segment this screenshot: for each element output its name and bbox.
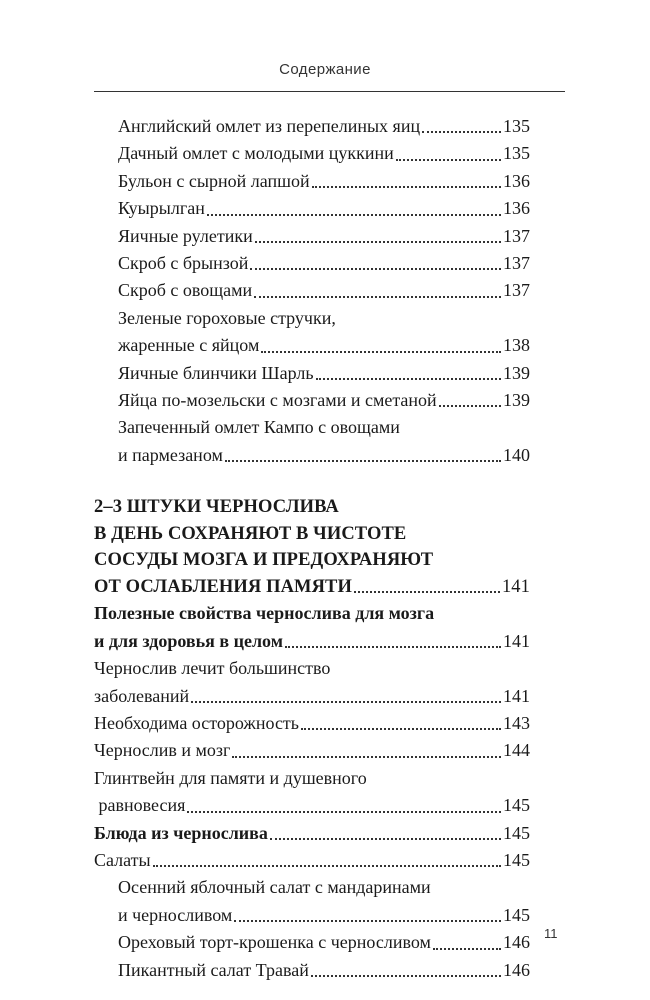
toc-entry[interactable] (94, 277, 530, 304)
page-number: 11 (544, 926, 558, 941)
chapter-heading-line[interactable] (94, 547, 530, 574)
toc-entry[interactable] (94, 655, 530, 682)
toc-entry-title: Блюда из чернослива (94, 822, 268, 843)
toc-entry-title: Куырылган (118, 198, 205, 219)
toc-entry-title: Зеленые гороховые стручки, (118, 307, 336, 328)
toc-entry-title: Запеченный омлет Кампо с овощами (118, 417, 400, 438)
chapter-title: СОСУДЫ МОЗГА И ПРЕДОХРАНЯЮТ (94, 550, 434, 571)
toc-leader (285, 646, 501, 648)
toc-entry-page: 145 (503, 822, 530, 843)
toc-entry[interactable] (94, 902, 530, 929)
toc-entry[interactable] (94, 332, 530, 359)
toc-entry-page: 138 (503, 335, 530, 356)
toc-leader (191, 701, 501, 703)
toc-entry-title: Необходима осторожность (94, 713, 300, 734)
toc-leader (207, 214, 501, 216)
toc-entry-page: 141 (503, 630, 530, 651)
toc-entry-title-cont: жаренные с яйцом (118, 335, 260, 356)
toc-entry-page: 145 (503, 795, 530, 816)
running-header: Содержание (279, 61, 371, 78)
toc-entry-page: 141 (501, 576, 530, 597)
toc-entry-title-cont: и для здоровья в целом (94, 630, 283, 651)
toc-entry[interactable] (94, 223, 530, 250)
toc-entry-page: 135 (503, 116, 530, 136)
toc-leader (433, 948, 501, 950)
toc-entry-title: Глинтвейн для памяти и душевного (94, 767, 367, 788)
table-of-contents (94, 113, 530, 984)
toc-leader (354, 591, 500, 593)
toc-entry-page: 141 (503, 685, 530, 706)
toc-entry[interactable] (94, 792, 530, 819)
section-gap (94, 469, 530, 494)
toc-leader (254, 296, 501, 298)
toc-entry-page: 140 (503, 444, 530, 465)
toc-entry-title: Чернослив лечит большинство (94, 658, 331, 679)
toc-leader (422, 131, 501, 133)
toc-entry[interactable] (94, 387, 530, 414)
toc-entry-title-cont: равновесия (94, 795, 186, 816)
toc-leader (396, 159, 501, 161)
toc-entry-page: 135 (503, 143, 530, 164)
toc-leader (255, 241, 501, 243)
toc-entry[interactable] (94, 600, 530, 627)
toc-entry[interactable] (94, 628, 530, 655)
toc-entry[interactable] (94, 874, 530, 901)
toc-entry-page: 136 (503, 170, 530, 191)
toc-entry-page: 139 (503, 362, 530, 383)
toc-entry[interactable] (94, 710, 530, 737)
toc-entry-page: 136 (503, 198, 530, 219)
toc-entry-title: Салаты (94, 849, 151, 870)
toc-leader (270, 838, 501, 840)
toc-entry-title: Пикантный салат Травай (118, 959, 309, 980)
toc-leader (153, 865, 501, 867)
toc-entry-page: 145 (503, 904, 530, 925)
toc-entry-title: Скроб с овощами (118, 280, 253, 301)
toc-entry[interactable] (94, 847, 530, 874)
toc-leader (439, 405, 501, 407)
toc-entry-title: Ореховый торт-крошенка с черносливом (118, 932, 431, 953)
toc-entry-title: Яичные блинчики Шарль (118, 362, 314, 383)
chapter-heading-line[interactable] (94, 574, 530, 601)
toc-leader (312, 186, 501, 188)
toc-entry-title: Скроб с брынзой (118, 252, 249, 273)
toc-entry-page: 139 (503, 389, 530, 410)
toc-entry[interactable] (94, 168, 530, 195)
chapter-title: 2–3 ШТУКИ ЧЕРНОСЛИВА (94, 497, 339, 518)
toc-entry-page: 146 (503, 932, 530, 953)
toc-entry-page: 146 (503, 959, 530, 980)
toc-leader (232, 756, 501, 758)
toc-entry-page: 143 (503, 713, 530, 734)
toc-entry-title: Осенний яблочный салат с мандаринами (118, 877, 431, 898)
toc-entry[interactable] (94, 113, 530, 140)
toc-entry-page: 137 (503, 280, 530, 301)
toc-leader (261, 351, 501, 353)
toc-entry-page: 137 (503, 225, 530, 246)
toc-entry[interactable] (94, 360, 530, 387)
toc-entry[interactable] (94, 820, 530, 847)
toc-entry[interactable] (94, 765, 530, 792)
toc-entry-title: Бульон с сырной лапшой (118, 170, 310, 191)
chapter-title: ОТ ОСЛАБЛЕНИЯ ПАМЯТИ (94, 576, 352, 597)
toc-entry-title: Яйца по-мозельски с мозгами и сметаной (118, 389, 437, 410)
toc-entry[interactable] (94, 737, 530, 764)
header-rule (94, 91, 565, 92)
toc-entry[interactable] (94, 442, 530, 469)
chapter-heading-line[interactable] (94, 494, 530, 521)
chapter-title: В ДЕНЬ СОХРАНЯЮТ В ЧИСТОТЕ (94, 523, 407, 544)
toc-leader (187, 811, 501, 813)
toc-entry[interactable] (94, 305, 530, 332)
toc-entry[interactable] (94, 250, 530, 277)
chapter-heading-line[interactable] (94, 521, 530, 548)
toc-entry-title: Чернослив и мозг (94, 740, 231, 761)
toc-entry-title-cont: заболеваний (94, 685, 190, 706)
toc-entry-title: Английский омлет из перепелиных яиц (118, 116, 421, 136)
toc-entry[interactable] (94, 957, 530, 984)
toc-entry[interactable] (94, 414, 530, 441)
toc-leader (250, 268, 501, 270)
toc-entry-page: 144 (503, 740, 530, 761)
toc-entry[interactable] (94, 140, 530, 167)
toc-leader (311, 975, 501, 977)
toc-leader (316, 378, 501, 380)
toc-entry-title: Дачный омлет с молодыми цуккини (118, 143, 394, 164)
toc-entry[interactable] (94, 195, 530, 222)
toc-entry-title: Яичные рулетики (118, 225, 253, 246)
toc-entry-page: 145 (503, 849, 530, 870)
toc-entry-title-cont: и пармезаном (118, 444, 223, 465)
toc-entry-title-cont: и черносливом (118, 904, 233, 925)
toc-entry-page: 137 (503, 252, 530, 273)
toc-leader (225, 460, 501, 462)
toc-leader (234, 920, 501, 922)
toc-entry-title: Полезные свойства чернослива для мозга (94, 603, 435, 624)
toc-entry[interactable] (94, 929, 530, 956)
toc-leader (301, 728, 501, 730)
toc-entry[interactable] (94, 683, 530, 710)
